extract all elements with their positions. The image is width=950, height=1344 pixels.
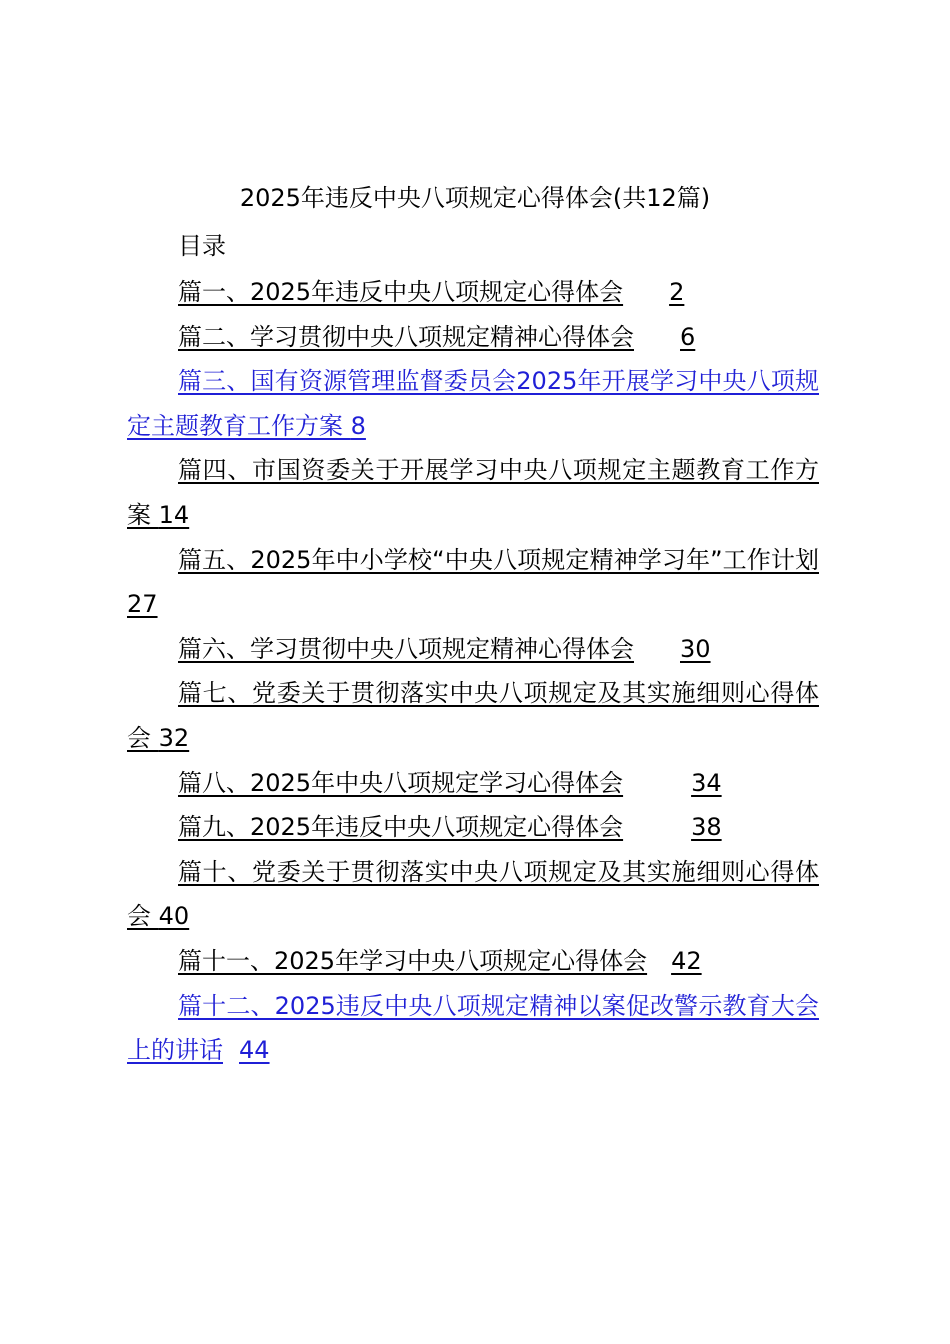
toc-entry-1 [127, 270, 819, 315]
toc-link-6[interactable] [178, 635, 711, 663]
toc-entry-8 [127, 761, 819, 806]
toc-entry-label: 篇十二、2025违反中央八项规定精神以案促改警示教育大会上的讲话 [127, 991, 819, 1065]
toc-entry-label: 篇五、2025年中小学校“中央八项规定精神学习年”工作计划 [178, 545, 819, 574]
toc-page-number: 8 [350, 411, 366, 440]
toc-page-number: 30 [680, 634, 711, 663]
toc-page-number: 14 [158, 500, 190, 529]
toc-link-4[interactable] [127, 456, 819, 529]
toc-entry-label: 篇二、学习贯彻中央八项规定精神心得体会 [178, 322, 634, 351]
toc-page-number: 34 [691, 768, 722, 797]
toc-link-1[interactable] [178, 278, 684, 306]
toc-entry-label: 篇八、2025年中央八项规定学习心得体会 [178, 768, 624, 797]
toc-entry-2 [127, 315, 819, 360]
toc-entry-label: 篇九、2025年违反中央八项规定心得体会 [178, 813, 624, 842]
toc-entry-7 [127, 671, 819, 760]
toc-page-number: 6 [680, 322, 696, 351]
toc-link-3[interactable] [127, 367, 819, 440]
toc-entry-label: 篇十、党委关于贯彻落实中央八项规定及其实施细则心得体会 [127, 857, 819, 931]
table-of-contents [127, 270, 819, 1073]
document-title: 2025年违反中央八项规定心得体会(共12篇) [239, 184, 711, 212]
toc-page-number: 44 [239, 1036, 270, 1065]
toc-link-8[interactable] [178, 769, 722, 797]
toc-page-number: 42 [671, 946, 702, 975]
toc-link-12[interactable] [127, 992, 819, 1065]
toc-link-11[interactable] [178, 947, 702, 975]
toc-link-10[interactable] [127, 858, 819, 931]
toc-entry-12 [127, 984, 819, 1073]
toc-entry-label: 篇十一、2025年学习中央八项规定心得体会 [178, 946, 648, 975]
toc-entry-label: 篇三、国有资源管理监督委员会2025年开展学习中央八项规定主题教育工作方案 [127, 367, 819, 440]
toc-entry-label: 篇六、学习贯彻中央八项规定精神心得体会 [178, 634, 634, 663]
toc-page-number: 40 [158, 902, 190, 931]
toc-page-number: 27 [127, 590, 158, 619]
toc-entry-10 [127, 850, 819, 939]
toc-heading: 目录 [178, 232, 226, 260]
toc-link-7[interactable] [127, 679, 819, 752]
toc-entry-6 [127, 627, 819, 672]
toc-link-2[interactable] [178, 323, 695, 351]
toc-entry-11 [127, 939, 819, 984]
toc-entry-label: 篇四、市国资委关于开展学习中央八项规定主题教育工作方案 [127, 456, 819, 529]
toc-entry-4 [127, 448, 819, 537]
toc-entry-5 [127, 538, 819, 627]
toc-page-number: 2 [669, 278, 685, 306]
toc-entry-3 [127, 359, 819, 448]
toc-entry-label: 篇七、党委关于贯彻落实中央八项规定及其实施细则心得体会 [127, 679, 819, 752]
toc-link-9[interactable] [178, 813, 722, 841]
toc-entry-9 [127, 805, 819, 850]
toc-page-number: 32 [158, 723, 190, 752]
toc-page-number: 38 [691, 813, 722, 842]
toc-entry-label: 篇一、2025年违反中央八项规定心得体会 [178, 278, 624, 306]
toc-link-5[interactable] [127, 546, 819, 619]
